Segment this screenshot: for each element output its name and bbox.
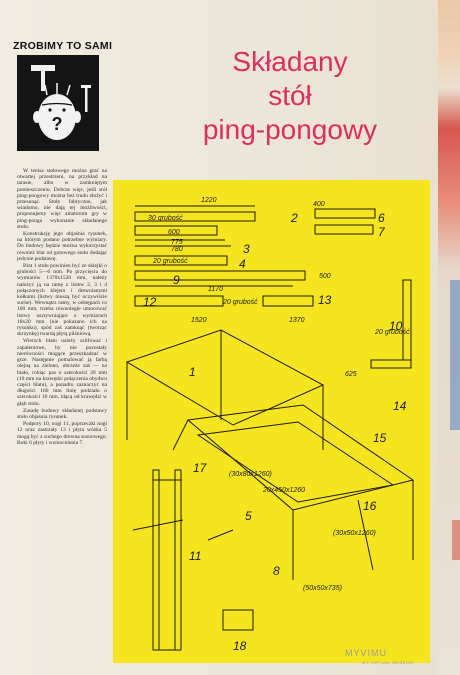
article-body [17,168,107,658]
dim-label: 20x450x1260 [263,487,306,494]
dim-label: 775 [171,239,183,246]
part-bar-9 [135,271,305,280]
part-bar-10 [403,280,411,360]
dim-label: 400 [313,201,325,208]
section-logo [17,55,99,151]
title-line-2: stół [268,80,312,111]
watermark: MYVIMU [345,648,387,658]
dim-label: (50x50x735) [303,585,342,592]
dim-label: 20 grubość [153,258,188,265]
part-number: 15 [373,431,387,445]
folding-frame [188,405,413,510]
part-number: 3 [243,242,250,256]
stand-post [153,470,159,650]
dim-label: 30 grubość [148,215,183,222]
part-bar-6 [315,209,375,218]
part-number: 12 [143,295,157,309]
part-number: 5 [245,509,252,523]
technical-drawing [113,180,430,663]
part-number: 9 [173,273,180,287]
dim-label: 20 grubość [223,299,258,306]
paragraph: W tenisa stołowego można grać na otwartej przestrzeni, na przykład na tarasie, albo w zamkniętym pomieszczeniu. Dobrze więc, jeśli stół ping-pongowy można bez trudu złożyć i przesunąć. Stoły fabryczne, jak wiadomo, nie dają tej możliwości, proponujemy więc amatorom gry w ping-ponga wykonanie składanego stołu. [17,168,107,230]
watermark-subtitle: MY VIRTUAL MUSEUM [362,660,414,665]
hinge-detail [208,530,233,540]
title-line-1: Składany [232,46,348,77]
dim-label: 1220 [201,197,217,204]
drawing-svg [113,180,430,663]
page-edge-blue-mark [450,280,460,430]
detail-block [223,610,253,630]
part-number: 11 [189,549,202,563]
part-number: 1 [189,365,196,379]
part-number: 10 [389,319,403,333]
dim-label: 625 [345,371,357,378]
part-number: 2 [291,211,298,225]
paragraph: Wierzch blatu należy szlifować i zapaleniowe, by nie pozostały nierówności mogące przeszkadzać w grze. Następnie pomalować ją farbą olejną na zielono, obrzeże zaś — na biało, robiąc pas o szerokości 20 mm (10 mm na krawędzi połączenia obydwu części blatu), a ponadto zaznaczyć na długości 160 mm linię podziału o szerokości 10 mm, idącą od krawędzi w głąb stołu. [17,338,107,407]
part-number: 6 [378,211,385,225]
paragraph: Zasadę budowy składanej podstawy stołu objaśnia rysunek. [17,407,107,420]
dim-label: 600 [168,229,180,236]
paragraph: Podpory 10, nogi 11, poprzeczki nogi 12 oraz zastrzały 13 i płyta wózka 5 mogą być z suchego drewna sosnowego. Boki 6 płyty i wzmocnienia 7 [17,421,107,446]
dim-label: 20 grubość [375,329,410,336]
section-header: ZROBIMY TO SAMI [13,40,113,52]
part-bar-7 [315,225,373,234]
dim-label: (30x50x1260) [333,530,376,537]
part-number: 16 [363,499,377,513]
part-bar-13 [263,296,313,306]
part-number: 7 [378,225,385,239]
page-edge-red-mark [452,520,460,560]
table-top [127,330,323,425]
part-number: 4 [239,257,246,271]
stand-post [175,470,181,650]
part-number: 17 [193,461,207,475]
part-number: 8 [273,564,280,578]
head-question-icon [17,55,99,151]
paragraph: Blat 1 stołu powinien być ze sklejki o grubości 5—6 mm. Po przycięciu do wymiarów 1370x1520 mm, należy nałożyć ją na ramę z listew 2, 3 i 4 połączonych klejem i drewnianymi kołkami (listwy muszą być oczywiście suche). Wewnątrz ramy, w odstępach co 100 mm, trzeba równolegle umocować listwy usztywniające o wymiarach 18x20 mm (nie pokazano ich na rysunku), spód zaś zamknąć (tworząc skrzynkę) twardą płytą pilśniową. [17,263,107,338]
frame-strut [173,420,188,450]
dim-label: 500 [319,273,331,280]
article-title [190,45,390,147]
dim-label: 1370 [289,317,305,324]
dim-label: 1520 [191,317,207,324]
title-line-3: ping-pongowy [202,114,378,145]
paragraph: Konstrukcję jego objaśnia rysunek, na którym podano potrzebne wymiary. Do budowy będzie można wykorzystać również blat od gotowego stołu dodając jedynie podstawę. [17,231,107,262]
part-bar-foot [371,360,411,368]
dim-label: 1170 [208,286,224,293]
dim-label: 780 [171,246,183,253]
part-number: 13 [318,293,332,307]
part-number: 18 [233,639,247,653]
question-mark: ? [51,114,63,134]
part-number: 14 [393,399,407,413]
dim-label: (30x80x1260) [229,471,272,478]
